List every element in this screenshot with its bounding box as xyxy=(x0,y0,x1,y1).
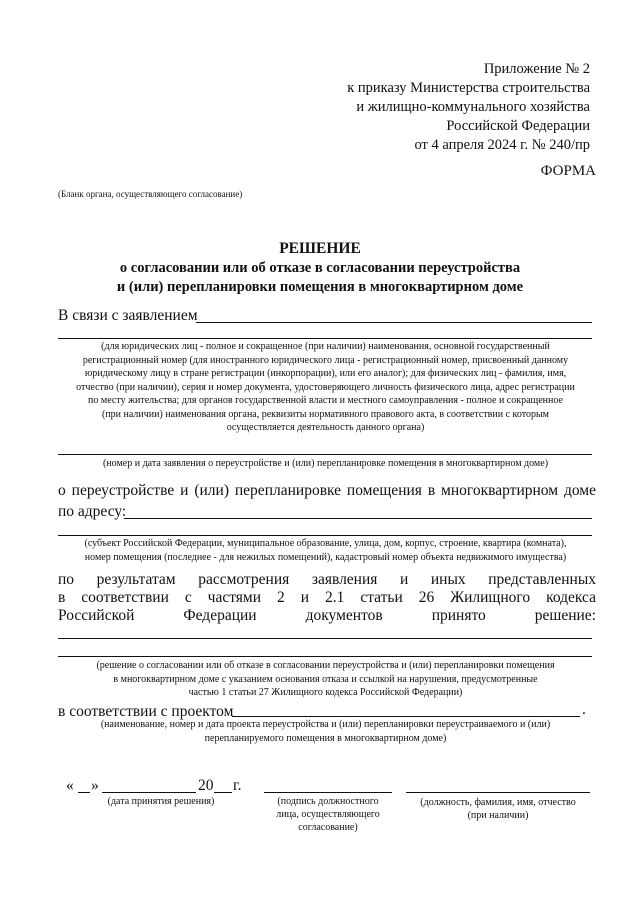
document-subtitle-line-1: о согласовании или об отказе в согласовании переустройства xyxy=(119,260,521,276)
note-line: в многоквартирном доме с указанием основания отказа и ссылкой на нарушения, предусмотренные xyxy=(113,673,538,685)
address-field-line-2[interactable] xyxy=(58,535,592,536)
appendix-line: к приказу Министерства строительства xyxy=(347,80,590,96)
appendix-line: и жилищно-коммунального хозяйства xyxy=(356,99,590,115)
project-end-mark: . xyxy=(582,701,586,718)
month-field-line[interactable] xyxy=(102,792,196,793)
note-line: (для юридических лиц - полное и сокращенное (при наличии) наименования, основной государственный xyxy=(101,341,550,352)
signature-field-line[interactable] xyxy=(264,792,392,793)
address-intro: о переустройстве и (или) перепланировке помещения в многоквартирном доме xyxy=(58,482,596,499)
note-line: юридическому лицу в стране регистрации (инкорпорации), или его аналог); для физических лиц - фамилия, имя, xyxy=(84,368,567,379)
quote-open: « xyxy=(66,777,74,794)
note-line: перепланируемого помещения в многоквартирном доме) xyxy=(204,732,447,744)
address-note xyxy=(48,537,603,564)
note-line: по месту жительства; для органов государственной власти и местного самоуправления - полное и сокращенное xyxy=(88,395,563,406)
address-label: по адресу: xyxy=(58,503,127,520)
appendix-line: от 4 апреля 2024 г. № 240/пр xyxy=(414,137,590,153)
note-line: отчество (при наличии), серия и номер документа, удостоверяющего личность физического лица, адрес регистрации xyxy=(76,381,575,393)
appendix-line: Российской Федерации xyxy=(446,118,590,134)
applicant-field-line-1[interactable] xyxy=(196,322,592,323)
note-line: (должность, фамилия, имя, отчество xyxy=(420,797,576,808)
decision-line: по результатам рассмотрения заявления и иных представленных xyxy=(58,571,596,588)
decision-text xyxy=(58,571,596,625)
note-line: осуществляется деятельность данного органа) xyxy=(226,422,425,433)
position-field-line[interactable] xyxy=(406,792,590,793)
project-label: в соответствии с проектом xyxy=(58,703,234,720)
application-field-line[interactable] xyxy=(58,454,592,455)
note-line: (при наличии) наименования органа, реквизиты нормативного правового акта, в соответствии с которым xyxy=(102,408,549,420)
decision-field-line-2[interactable] xyxy=(58,656,592,657)
decision-line: в соответствии с частями 2 и 2.1 статьи 26 Жилищного кодекса xyxy=(58,589,596,606)
decision-field-line-1[interactable] xyxy=(58,638,592,639)
decision-note xyxy=(48,659,603,700)
day-field-line[interactable] xyxy=(78,792,90,793)
signature-note xyxy=(262,795,394,834)
year-field-line[interactable] xyxy=(214,792,232,793)
appendix-block xyxy=(300,60,590,155)
note-line: регистрационный номер (для иностранного юридического лица - регистрационный номер, присвоенный данному xyxy=(82,354,569,366)
blank-label: (Бланк органа, осуществляющего согласование) xyxy=(58,189,243,199)
note-line: (при наличии) xyxy=(467,810,529,821)
note-line: номер помещения (последнее - для нежилых помещений), кадастровый номер объекта недвижимого имущества) xyxy=(84,551,567,563)
applicant-note xyxy=(48,340,603,435)
note-line: лица, осуществляющего xyxy=(276,809,380,820)
appendix-line: Приложение № 2 xyxy=(483,61,590,77)
year-prefix: 20 xyxy=(198,777,214,794)
note-line: согласование) xyxy=(298,822,358,833)
year-suffix: г. xyxy=(233,777,242,794)
form-label: ФОРМА xyxy=(540,163,596,179)
note-line: (подпись должностного xyxy=(277,796,379,807)
note-line: (субъект Российской Федерации, муниципальное образование, улица, дом, корпус, строение, квартира (комната), xyxy=(84,538,567,549)
note-line: частью 1 статьи 27 Жилищного кодекса Российской Федерации) xyxy=(188,687,463,698)
date-note: (дата принятия решения) xyxy=(107,796,215,807)
document-title: РЕШЕНИЕ xyxy=(279,240,361,257)
project-field-line[interactable] xyxy=(232,716,580,717)
address-field-line-1[interactable] xyxy=(124,518,592,519)
applicant-field-line-2[interactable] xyxy=(58,338,592,339)
quote-close: » xyxy=(91,777,99,794)
position-note xyxy=(400,796,596,822)
note-line: (решение о согласовании или об отказе в согласовании переустройства и (или) перепланировки помещения xyxy=(96,660,555,671)
applicant-label: В связи с заявлением xyxy=(58,307,198,324)
note-line: (наименование, номер и дата проекта переустройства и (или) перепланировки переустраиваемого и (или) xyxy=(100,719,551,730)
document-subtitle-line-2: и (или) перепланировки помещения в многоквартирном доме xyxy=(116,279,524,295)
decision-line: Российской Федерации документов принято решение: xyxy=(58,607,596,624)
application-note: (номер и дата заявления о переустройстве и (или) перепланировке помещения в многоквартирном доме) xyxy=(102,458,549,469)
project-note xyxy=(48,718,603,745)
